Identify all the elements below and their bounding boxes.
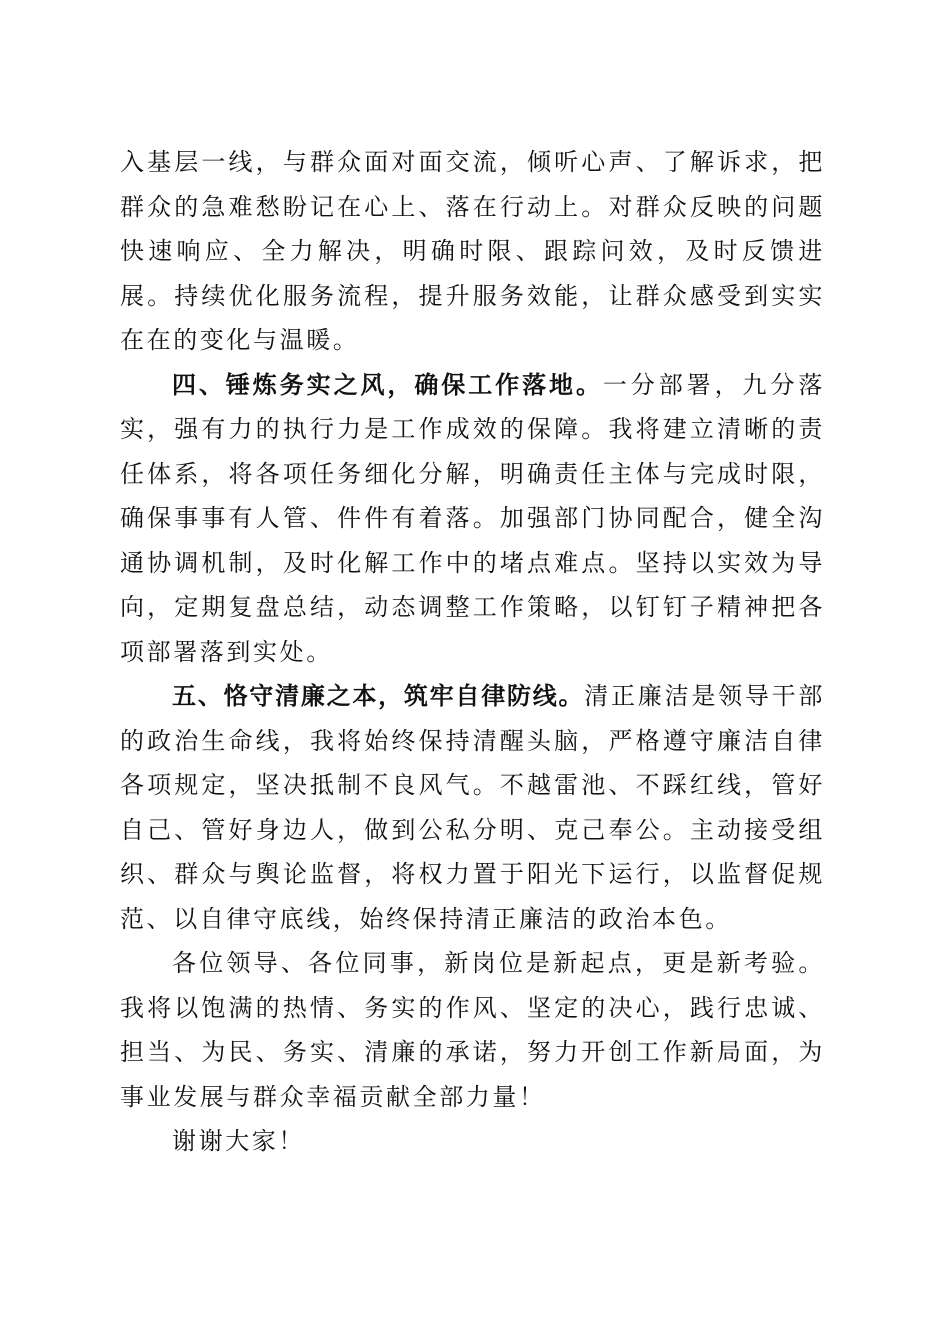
document-body bbox=[120, 140, 825, 1164]
section-five-heading: 五、恪守清廉之本，筑牢自律防线。 bbox=[172, 682, 585, 710]
paragraph-continued-text: 入基层一线，与群众面对面交流，倾听心声、了解诉求，把群众的急难愁盼记在心上、落在行动上。对群众反映的问题快速响应、全力解决，明确时限、跟踪问效，及时反馈进展。持续优化服务流程，提升服务效能，让群众感受到实实在在的变化与温暖。 bbox=[120, 148, 825, 354]
thanks-text: 谢谢大家！ bbox=[172, 1127, 305, 1155]
section-five-text: 清正廉洁是领导干部的政治生命线，我将始终保持清醒头脑，严格遵守廉洁自律各项规定，坚决抵制不良风气。不越雷池、不踩红线，管好自己、管好身边人，做到公私分明、克己奉公。主动接受组织、群众与舆论监督，将权力置于阳光下运行，以监督促规范、以自律守底线，始终保持清正廉洁的政治本色。 bbox=[120, 682, 825, 933]
paragraph-thanks bbox=[120, 1119, 825, 1164]
paragraph-closing bbox=[120, 941, 825, 1119]
section-four-text: 一分部署，九分落实，强有力的执行力是工作成效的保障。我将建立清晰的责任体系，将各项任务细化分解，明确责任主体与完成时限，确保事事有人管、件件有着落。加强部门协同配合，健全沟通协调机制，及时化解工作中的堵点难点。坚持以实效为导向，定期复盘总结，动态调整工作策略，以钉钉子精神把各项部署落到实处。 bbox=[120, 370, 825, 666]
paragraph-continued bbox=[120, 140, 825, 363]
closing-text: 各位领导、各位同事，新岗位是新起点，更是新考验。我将以饱满的热情、务实的作风、坚定的决心，践行忠诚、担当、为民、务实、清廉的承诺，努力开创工作新局面，为事业发展与群众幸福贡献全部力量！ bbox=[120, 949, 825, 1111]
section-four-heading: 四、锤炼务实之风，确保工作落地。 bbox=[172, 370, 603, 399]
paragraph-section-five bbox=[120, 674, 825, 941]
paragraph-section-four bbox=[120, 363, 825, 675]
